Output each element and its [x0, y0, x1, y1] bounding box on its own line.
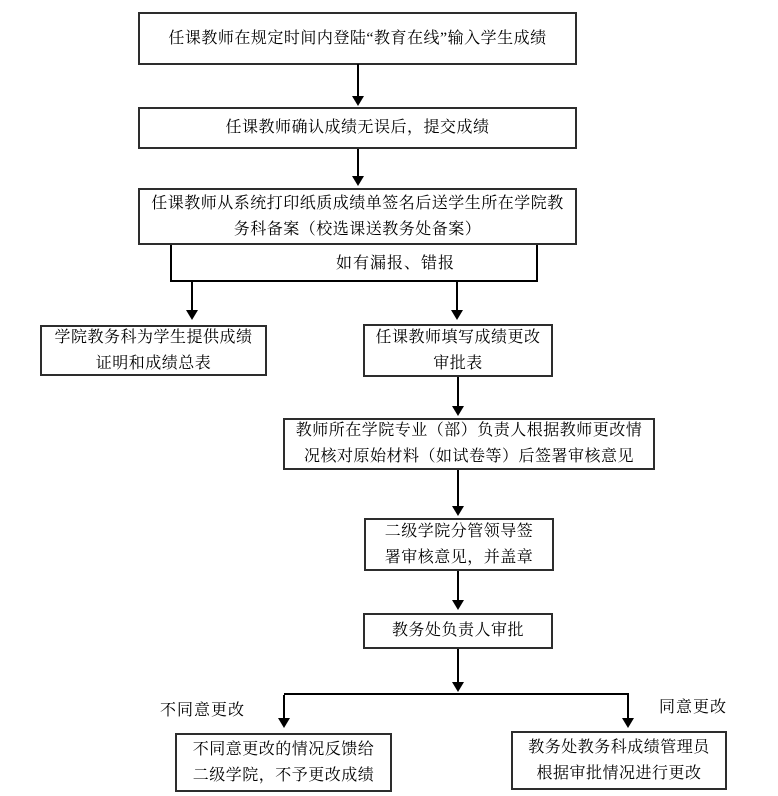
arrow-line-fillform-deptreview	[457, 377, 459, 406]
edge-label-error-report: 如有漏报、错报	[336, 255, 456, 272]
flow-node-reject-feedback-line2: 二级学院，不予更改成绩	[192, 766, 375, 784]
connector-stub-right	[536, 245, 538, 282]
arrowhead-to-transcript	[186, 310, 198, 320]
arrowhead-fillform-deptreview	[452, 406, 464, 416]
flow-node-fill-form	[363, 324, 553, 377]
arrowhead-to-reject	[278, 718, 290, 728]
arrow-line-to-apply	[627, 695, 629, 718]
arrowhead-leader-registrar	[452, 600, 464, 610]
arrow-line-deptreview-leader	[457, 470, 459, 506]
flow-node-registrar-text: 教务处负责人审批	[391, 622, 524, 639]
connector-branch-top	[170, 280, 538, 282]
flow-node-dept-review	[283, 418, 655, 470]
flow-node-transcript	[40, 325, 267, 376]
arrowhead-to-fill-form	[451, 310, 463, 320]
flow-node-registrar	[363, 613, 553, 649]
flow-node-apply-change-line1: 教务处教务科成绩管理员	[528, 738, 710, 756]
flow-node-dept-review-line1: 教师所在学院专业（部）负责人根据教师更改情	[295, 422, 643, 439]
connector-stub-left	[170, 245, 172, 282]
connector-decision-bar	[284, 693, 629, 695]
arrowhead-login-confirm	[352, 96, 364, 106]
flow-node-dept-review-line2: 况核对原始材料（如试卷等）后签署审核意见	[303, 448, 634, 465]
flow-node-fill-form-line1: 任课教师填写成绩更改	[375, 328, 541, 346]
arrow-line-confirm-print	[357, 149, 359, 176]
flow-node-confirm-submit	[138, 107, 577, 149]
flow-node-confirm-submit-text: 任课教师确认成绩无误后，提交成绩	[225, 119, 490, 136]
arrow-line-login-confirm	[357, 64, 359, 96]
arrowhead-confirm-print	[352, 176, 364, 186]
flow-node-apply-change-line2: 根据审批情况进行更改	[536, 764, 702, 782]
flow-node-apply-change	[511, 731, 727, 790]
arrow-line-to-fill-form	[456, 282, 458, 310]
flow-node-leader-review-line2: 署审核意见，并盖章	[384, 548, 534, 566]
flow-node-transcript-line2: 证明和成绩总表	[95, 354, 212, 372]
flow-node-login	[138, 12, 577, 65]
arrow-line-to-reject	[283, 695, 285, 718]
arrow-line-registrar-branch	[457, 649, 459, 682]
arrow-line-leader-registrar	[457, 571, 459, 600]
flow-node-print-archive	[138, 188, 577, 245]
edge-label-agree: 同意更改	[659, 699, 728, 716]
flow-node-print-archive-line1: 任课教师从系统打印纸质成绩单签名后送学生所在学院教	[151, 194, 564, 212]
edge-label-disagree: 不同意更改	[160, 702, 246, 719]
flow-node-reject-feedback	[175, 733, 392, 792]
flow-node-leader-review	[364, 518, 554, 571]
arrowhead-registrar-branch	[452, 682, 464, 692]
flow-node-reject-feedback-line1: 不同意更改的情况反馈给	[192, 740, 375, 758]
arrow-line-to-transcript	[191, 282, 193, 310]
flow-node-fill-form-line2: 审批表	[433, 354, 483, 372]
flow-node-login-text: 任课教师在规定时间内登陆“教育在线”输入学生成绩	[168, 29, 547, 47]
flow-node-leader-review-line1: 二级学院分管领导签	[384, 522, 534, 540]
flow-node-transcript-line1: 学院教务科为学生提供成绩	[54, 328, 253, 346]
flow-node-print-archive-line2: 务科备案（校选课送教务处备案）	[233, 220, 482, 238]
arrowhead-deptreview-leader	[452, 506, 464, 516]
arrowhead-to-apply	[622, 718, 634, 728]
